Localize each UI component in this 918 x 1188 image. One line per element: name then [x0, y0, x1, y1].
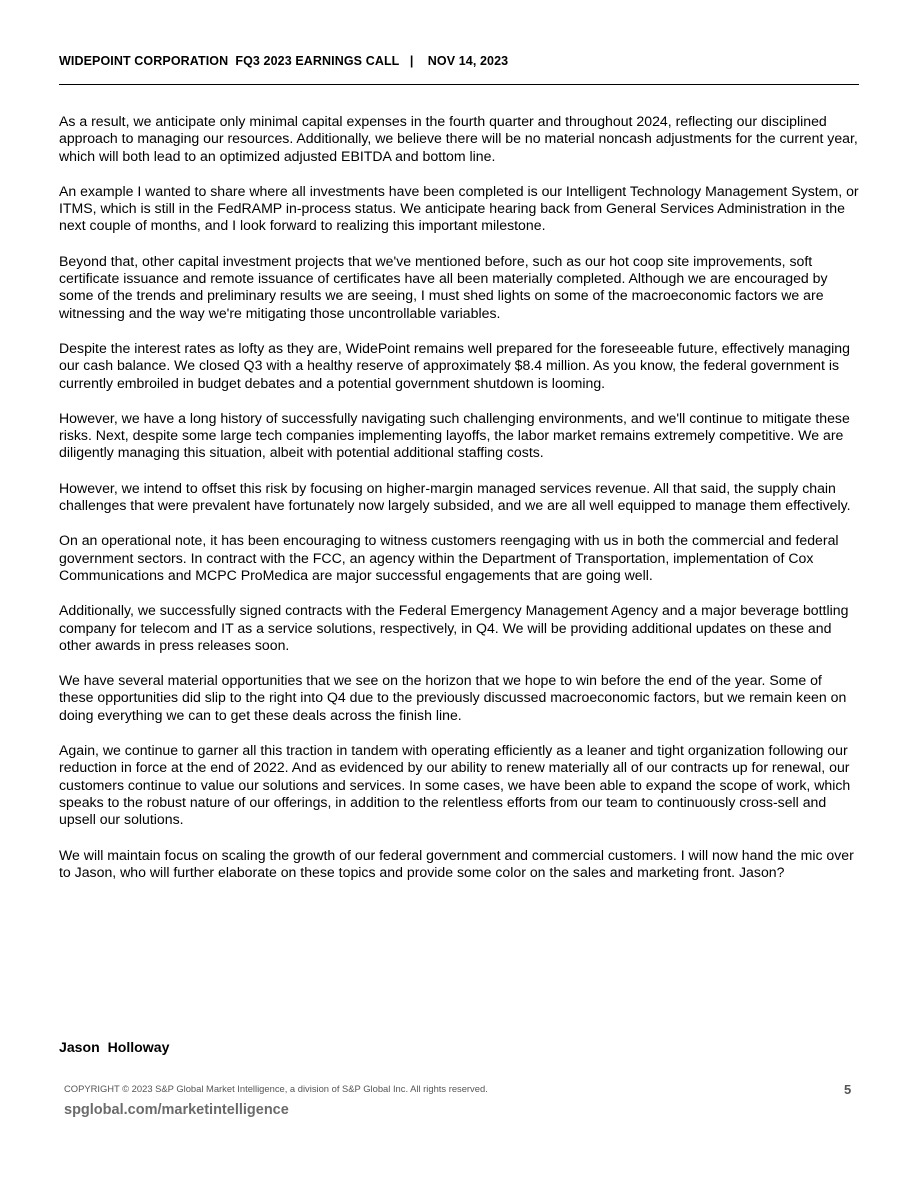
header-divider: [59, 84, 859, 85]
website-link[interactable]: spglobal.com/marketintelligence: [64, 1102, 289, 1118]
paragraph: However, we intend to offset this risk by focusing on higher-margin managed services revenue. All that said, the supply chain challenges that were prevalent have fortunately now largely subsided, and we are all well equipped to manage them effectively.: [59, 479, 851, 514]
paragraph: We have several material opportunities that we see on the horizon that we hope to win before the end of the year. Some of these opportunities did slip to the right into Q4 due to the previously discussed macroeconomic factors, but we remain keen on doing everything we can to get these deals across the finish line.: [59, 672, 847, 723]
copyright-notice: COPYRIGHT © 2023 S&P Global Market Intelligence, a division of S&P Global Inc. All rights reserved.: [64, 1083, 488, 1094]
speaker-name: Jason Holloway: [59, 1039, 170, 1055]
paragraph: As a result, we anticipate only minimal capital expenses in the fourth quarter and throughout 2024, reflecting our disciplined approach to managing our resources. Additionally, we believe there will be no material noncash adjustments for the current year, which will both lead to an optimized adjusted EBITDA and bottom line.: [59, 113, 858, 164]
paragraph: On an operational note, it has been encouraging to witness customers reengaging with us in both the commercial and federal government sectors. In contract with the FCC, an agency within the Department of Transportation, implementation of Cox Communications and MCPC ProMedica are major successful engagements that are going well.: [59, 532, 839, 583]
transcript-body: [59, 113, 859, 899]
paragraph: Despite the interest rates as lofty as they are, WidePoint remains well prepared for the foreseeable future, effectively managing our cash balance. We closed Q3 with a healthy reserve of approximately $8.4 million. As you know, the federal government is currently embroiled in budget debates and a potential government shutdown is looming.: [59, 339, 850, 391]
page-number: 5: [844, 1082, 852, 1097]
document-header: WIDEPOINT CORPORATION FQ3 2023 EARNINGS CALL | NOV 14, 2023: [59, 54, 509, 68]
paragraph: We will maintain focus on scaling the growth of our federal government and commercial customers. I will now hand the mic over to Jason, who will further elaborate on these topics and provide some color on the sales and marketing front. Jason?: [59, 846, 854, 880]
paragraph: However, we have a long history of successfully navigating such challenging environments, and we'll continue to mitigate these risks. Next, despite some large tech companies implementing layoffs, the labor market remains extremely competitive. We are diligently managing this situation, albeit with potential additional staffing costs.: [59, 409, 850, 461]
paragraph: Additionally, we successfully signed contracts with the Federal Emergency Management Agency and a major beverage bottling company for telecom and IT as a service solutions, respectively, in Q4. We will be providing additional updates on these and other awards in press releases soon.: [59, 602, 849, 653]
paragraph: Again, we continue to garner all this traction in tandem with operating efficiently as a leaner and tight organization following our reduction in force at the end of 2022. And as evidenced by our ability to renew materially all of our contracts up for renewal, our customers continue to value our solutions and services. In some cases, we have been able to expand the scope of work, which speaks to the robust nature of our offerings, in addition to the relentless efforts from our team to continuously cross-sell and upsell our solutions.: [59, 742, 851, 828]
paragraph: Beyond that, other capital investment projects that we've mentioned before, such as our hot coop site improvements, soft certificate issuance and remote issuance of certificates have all been materially completed. Although we are encouraged by some of the trends and preliminary results we are seeing, I must shed lights on some of the macroeconomic factors we are witnessing and the way we're mitigating those uncontrollable variables.: [59, 252, 828, 321]
paragraph: An example I wanted to share where all investments have been completed is our Intelligent Technology Management System, or ITMS, which is still in the FedRAMP in-process status. We anticipate hearing back from General Services Administration in the next couple of months, and I look forward to realizing this important milestone.: [59, 182, 859, 234]
